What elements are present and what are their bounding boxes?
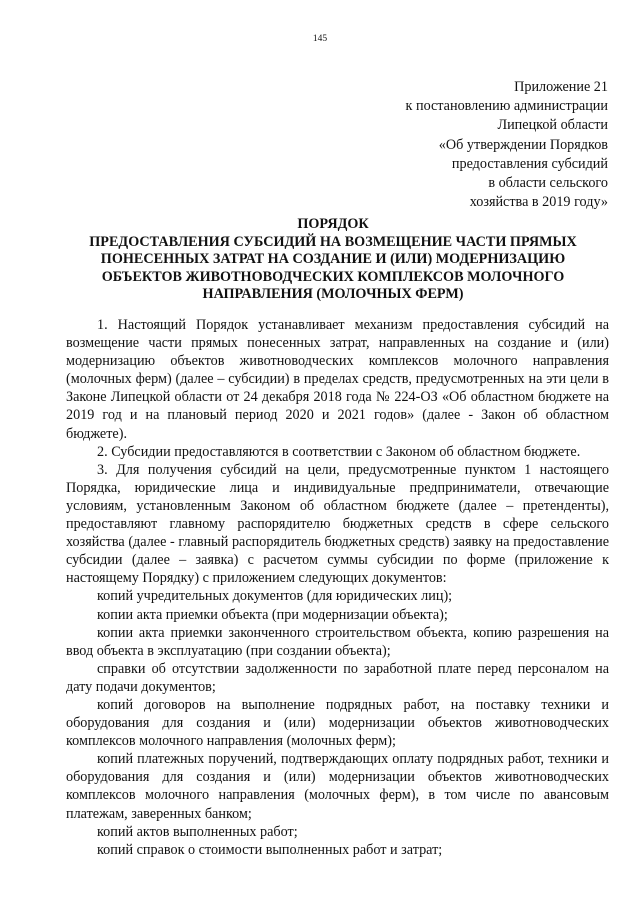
appendix-line: к постановлению администрации xyxy=(405,98,608,115)
appendix-line: хозяйства в 2019 году» xyxy=(469,194,608,211)
appendix-line: Липецкой области xyxy=(497,117,608,134)
paragraph-1: 1. Настоящий Порядок устанавливает механизм предоставления субсидий на возмещение части прямых понесенных затрат, направленных на создание и (или) модернизацию объектов животноводческих комплексов молочного направления (молочных ферм) (далее – субсидии) в пределах средств, предусмотренных на эти цели в Законе Липецкой области от 24 декабря 2018 года № 224-ОЗ «Об областном бюджете на 2019 год и на плановый период 2020 и 2021 годов» (далее - Закон об областном бюджете). xyxy=(66,317,609,442)
title-line: НАПРАВЛЕНИЯ (МОЛОЧНЫХ ФЕРМ) xyxy=(202,286,464,303)
list-item-founding-documents: копий учредительных документов (для юридических лиц); xyxy=(97,588,453,605)
title-line: ПОРЯДОК xyxy=(297,216,369,232)
title-line: ПРЕДОСТАВЛЕНИЯ СУБСИДИЙ НА ВОЗМЕЩЕНИЕ ЧАСТИ ПРЯМЫХ xyxy=(89,233,577,250)
list-item-salary-certificate: справки об отсутствии задолженности по заработной плате перед персоналом на дату подачи документов; xyxy=(66,660,609,695)
paragraph-3: 3. Для получения субсидий на цели, предусмотренные пунктом 1 настоящего Порядка, юридические лица и индивидуальные предприниматели, отвечающие условиям, установленным Законом об областном бюджете (далее – претенденты), предоставляют главному распорядителю бюджетных средств в сфере сельского хозяйства (далее - главный распорядитель бюджетных средств) заявку на предоставление субсидии (далее – заявка) с расчетом суммы субсидии по форме (приложение к настоящему Порядку) с приложением следующих документов: xyxy=(66,461,609,587)
list-item-acceptance-act: копии акта приемки объекта (при модернизации объекта); xyxy=(97,606,448,623)
list-item-work-acts: копий актов выполненных работ; xyxy=(97,823,298,840)
paragraph-2: 2. Субсидии предоставляются в соответствии с Законом об областном бюджете. xyxy=(97,443,581,460)
appendix-line: Приложение 21 xyxy=(514,79,608,95)
appendix-header xyxy=(278,78,608,212)
title-line: ОБЪЕКТОВ ЖИВОТНОВОДЧЕСКИХ КОМПЛЕКСОВ МОЛОЧНОГО xyxy=(101,268,565,285)
page-number: 145 xyxy=(312,34,328,44)
title-line: ПОНЕСЕННЫХ ЗАТРАТ НА СОЗДАНИЕ И (ИЛИ) МОДЕРНИЗАЦИЮ xyxy=(100,251,566,268)
appendix-line: в области сельского xyxy=(488,175,608,192)
document-title xyxy=(58,216,608,304)
appendix-line: «Об утверждении Порядков xyxy=(438,136,608,153)
list-item-payment-orders: копий платежных поручений, подтверждающих оплату подрядных работ, техники и оборудования для создания и (или) модернизации объектов животноводческих комплексов молочного направления (молочных ферм), в том числе по авансовым платежам, заверенных банком; xyxy=(66,751,609,822)
appendix-line: предоставления субсидий xyxy=(451,155,608,172)
list-item-cost-certificates: копий справок о стоимости выполненных работ и затрат; xyxy=(97,841,443,858)
list-item-construction-act: копии акта приемки законченного строительством объекта, копию разрешения на ввод объекта в эксплуатацию (при создании объекта); xyxy=(66,624,609,659)
list-item-contracts: копий договоров на выполнение подрядных работ, на поставку техники и оборудования для создания и (или) модернизации объектов животноводческих комплексов молочного направления (молочных ферм); xyxy=(66,696,609,750)
document-body xyxy=(66,316,609,859)
